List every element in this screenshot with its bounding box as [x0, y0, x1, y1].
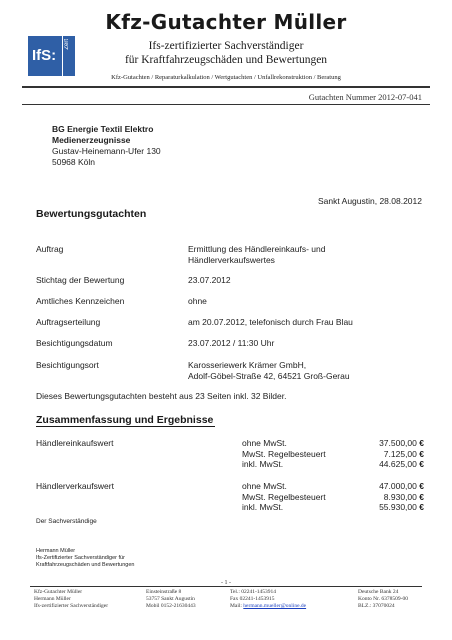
- services-line: Kfz-Gutachten / Reparaturkalkulation / Wertgutachten / Unfallrekonstruktion / Beratung: [111, 74, 341, 81]
- row-value-auftrag-line-2: Händlerverkaufswertes: [188, 255, 275, 265]
- group-amounts-haendlereinkaufswert: [379, 438, 424, 470]
- amount-line: [379, 438, 424, 449]
- type-inkl-mwst: inkl. MwSt.: [242, 502, 284, 512]
- amount-value: 7.125,00: [383, 448, 417, 459]
- row-label-stichtag: Stichtag der Bewertung: [36, 275, 125, 285]
- footer-col-bank-line: Deutsche Bank 24: [358, 589, 399, 595]
- footer-col-contact: [230, 589, 306, 610]
- row-label-kennzeichen: Amtliches Kennzeichen: [36, 296, 125, 306]
- footer-col-address: [146, 589, 196, 610]
- letterhead-title: Kfz-Gutachter Müller: [105, 10, 347, 34]
- footer-col-contact-line: Fax 02241-1453915: [230, 596, 275, 602]
- footer-col-bank: [358, 589, 408, 610]
- page-count-note: Dieses Bewertungsgutachten besteht aus 23 Seiten inkl. 32 Bilder.: [36, 391, 287, 401]
- amount-value: 37.500,00: [379, 438, 417, 448]
- amount-value: 8.930,00: [383, 491, 417, 502]
- recipient-line-2: Medienerzeugnisse: [52, 135, 131, 145]
- row-label-besichtigungsort: Besichtigungsort: [36, 360, 99, 370]
- currency-symbol: €: [419, 459, 424, 469]
- footer-col-address-line: Mobil 0152-21630443: [146, 603, 196, 609]
- footer-col-company: [34, 589, 108, 610]
- amount-value: 44.625,00: [379, 459, 417, 469]
- footer-col-company-line: Kfz-Gutachter Müller: [34, 589, 83, 595]
- type-inkl-mwst: inkl. MwSt.: [242, 459, 284, 469]
- amount-value: 47.000,00: [379, 481, 417, 491]
- footer-col-address-line: 53757 Sankt Augustin: [146, 596, 195, 602]
- signature-block: [36, 548, 134, 569]
- group-types-haendlereinkaufswert: [242, 438, 326, 470]
- signature-label: Der Sachverständige: [36, 518, 97, 525]
- recipient-line-3: Gustav-Heinemann-Ufer 130: [52, 146, 161, 156]
- letterhead-subtitle-1: Ifs-zertifizierter Sachverständiger: [148, 40, 304, 52]
- row-value-kennzeichen: ohne: [188, 296, 207, 306]
- amount-line: [379, 449, 424, 460]
- section-heading-bewertungsgutachten: Bewertungsgutachten: [36, 208, 147, 220]
- signature-line-3: Kraftfahrzeugschäden und Bewertungen: [36, 562, 135, 568]
- recipient-line-1: BG Energie Textil Elektro: [52, 124, 154, 134]
- letter-date: Sankt Augustin, 28.08.2012: [318, 196, 422, 206]
- row-value-besichtigungsort: [188, 360, 428, 382]
- row-value-auftrag-line-1: Ermittlung des Händlereinkaufs- und: [188, 244, 326, 254]
- row-label-auftrag: Auftrag: [36, 244, 64, 254]
- amount-value: 55.930,00: [379, 502, 417, 512]
- currency-symbol: €: [419, 481, 424, 491]
- amount-line: [379, 492, 424, 503]
- report-number: Gutachten Nummer 2012-07-041: [308, 92, 422, 102]
- recipient-line-4: 50968 Köln: [52, 157, 96, 167]
- header-divider-thin: [22, 104, 430, 105]
- amount-line: [379, 459, 424, 470]
- row-label-auftragserteilung: Auftragserteilung: [36, 317, 101, 327]
- footer-col-contact-line: Tel.: 02241-1453914: [230, 589, 277, 595]
- group-types-haendlerverkaufswert: [242, 481, 326, 513]
- signature-line-2: Ifs-Zertifizierter Sachverständiger für: [36, 555, 125, 561]
- row-label-besichtigungsdatum: Besichtigungsdatum: [36, 338, 113, 348]
- type-mwst-regel: MwSt. Regelbesteuert: [242, 491, 326, 502]
- footer-col-company-line: Hermann Müller: [34, 596, 71, 602]
- type-ohne-mwst: ohne MwSt.: [242, 438, 287, 448]
- footer-mail-link[interactable]: hermann.mueller@online.de: [243, 603, 307, 609]
- footer-mail-label: Mail:: [230, 603, 244, 609]
- row-value-besichtigungsort-line-2: Adolf-Göbel-Straße 42, 64521 Groß-Gerau: [188, 371, 350, 381]
- footer-col-bank-line: BLZ.: 37070024: [358, 603, 395, 609]
- footer-col-address-line: Einsteinstraße 8: [146, 589, 182, 595]
- currency-symbol: €: [419, 491, 424, 502]
- row-value-stichtag: 23.07.2012: [188, 275, 231, 285]
- group-label-haendlereinkaufswert: Händlereinkaufswert: [36, 438, 114, 448]
- ifs-logo-tag-text: Zert: [64, 39, 70, 50]
- signature-name: Hermann Müller: [36, 548, 76, 554]
- type-mwst-regel: MwSt. Regelbesteuert: [242, 448, 326, 459]
- footer-col-contact-line: [230, 603, 306, 610]
- type-ohne-mwst: ohne MwSt.: [242, 481, 287, 491]
- row-value-auftrag: [188, 244, 428, 266]
- currency-symbol: €: [419, 448, 424, 459]
- group-amounts-haendlerverkaufswert: [379, 481, 424, 513]
- footer-divider: [30, 586, 422, 587]
- footer-col-bank-line: Konto Nr. 6378509-00: [358, 596, 408, 602]
- group-label-haendlerverkaufswert: Händlerverkaufswert: [36, 481, 114, 491]
- page-number: - 1 -: [221, 580, 231, 586]
- footer-col-company-line: Ifs-zertifizierter Sachverständiger: [34, 603, 109, 609]
- amount-line: [379, 502, 424, 513]
- amount-line: [379, 481, 424, 492]
- row-value-besichtigungsort-line-1: Karosseriewerk Krämer GmbH,: [188, 360, 307, 370]
- section-heading-zusammenfassung: Zusammenfassung und Ergebnisse: [36, 414, 214, 426]
- currency-symbol: €: [419, 438, 424, 448]
- ifs-logo: IfS:: [28, 36, 66, 76]
- header-divider: [22, 86, 430, 88]
- currency-symbol: €: [419, 502, 424, 512]
- row-value-besichtigungsdatum: 23.07.2012 / 11:30 Uhr: [188, 338, 275, 348]
- letterhead-subtitle-2: für Kraftfahrzeugschäden und Bewertungen: [124, 54, 328, 66]
- row-value-auftragserteilung: am 20.07.2012, telefonisch durch Frau Blau: [188, 317, 353, 327]
